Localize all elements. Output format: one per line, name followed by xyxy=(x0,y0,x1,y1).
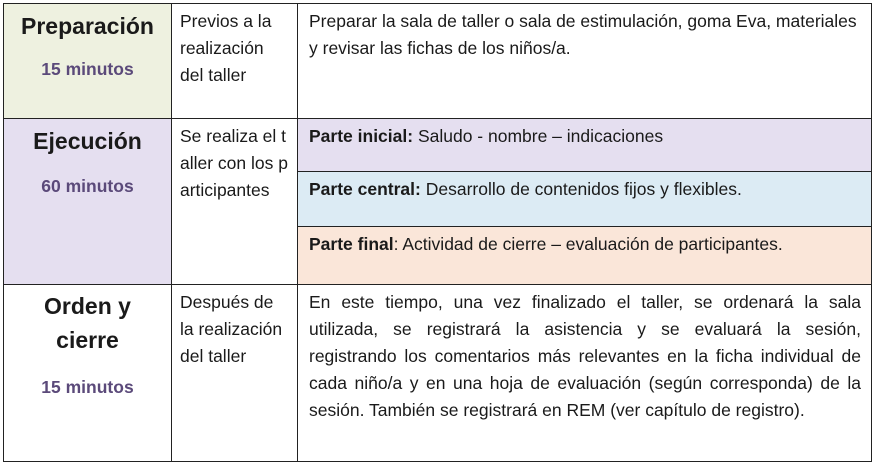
part-row xyxy=(298,172,871,227)
table-row xyxy=(4,119,872,285)
phase-cell xyxy=(4,119,172,285)
phase-duration: 60 minutos xyxy=(41,176,134,196)
phase-duration: 15 minutos xyxy=(41,377,134,397)
part-label: Parte inicial: xyxy=(309,126,414,146)
part-label: Parte final xyxy=(309,234,394,254)
table-row xyxy=(4,4,872,119)
parts-subtable xyxy=(298,119,871,284)
phase-cell xyxy=(4,4,172,119)
phase-duration: 15 minutos xyxy=(41,59,134,79)
part-row xyxy=(298,119,871,172)
part-central xyxy=(298,172,871,227)
timing-cell: Previos a la realización del taller xyxy=(172,4,298,119)
part-label: Parte central: xyxy=(309,179,421,199)
phase-title: Ejecución xyxy=(33,128,142,154)
phase-title: Orden y cierre xyxy=(44,293,131,353)
phase-title: Preparación xyxy=(21,13,154,39)
timing-cell: Después de la realización del taller xyxy=(172,285,298,462)
part-text: Desarrollo de contenidos fijos y flexibles. xyxy=(420,179,742,199)
description-cell: En este tiempo, una vez finalizado el taller, se ordenará la sala utilizada, se registrará la asistencia y se evaluará la sesión, registrando los comentarios más relevantes en la ficha individual de cada niño/a y en una hoja de evaluación (según corresponda) de la sesión. También se registrará en REM (ver capítulo de registro). xyxy=(298,285,872,462)
workshop-schedule-table xyxy=(3,3,872,462)
part-row xyxy=(298,227,871,285)
parts-cell xyxy=(298,119,872,285)
part-initial xyxy=(298,119,871,172)
phase-cell xyxy=(4,285,172,462)
description-cell: Preparar la sala de taller o sala de estimulación, goma Eva, materiales y revisar las fichas de los niños/a. xyxy=(298,4,872,119)
part-text: : Actividad de cierre – evaluación de participantes. xyxy=(393,234,783,254)
timing-text: Se realiza el taller con los participantes xyxy=(180,126,288,200)
part-text: Saludo - nombre – indicaciones xyxy=(413,126,664,146)
part-final xyxy=(298,227,871,285)
timing-cell xyxy=(172,119,298,285)
table-row xyxy=(4,285,872,462)
